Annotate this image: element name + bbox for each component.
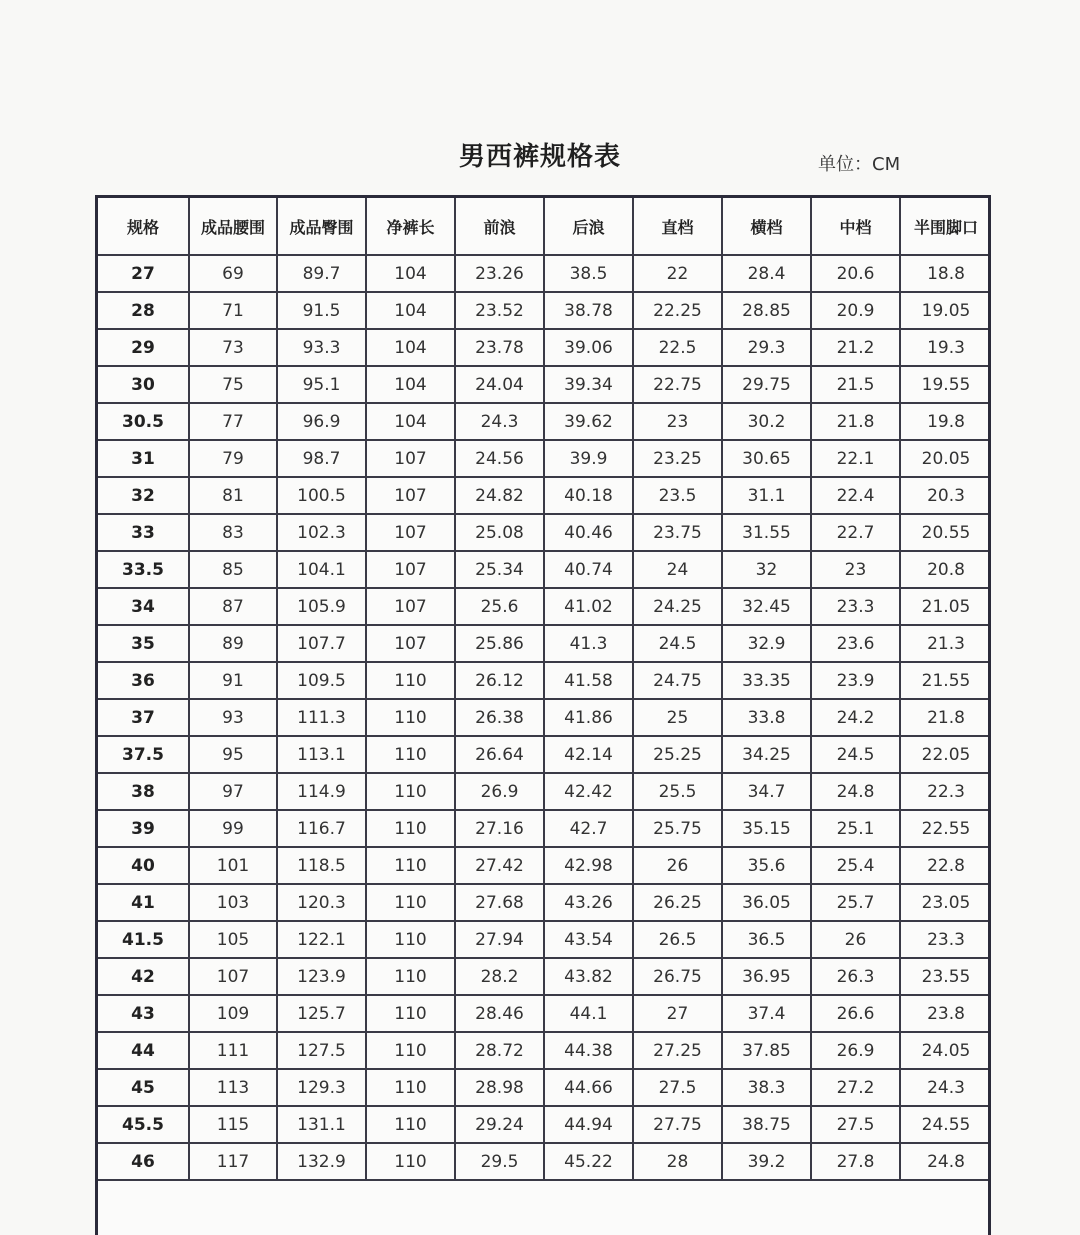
table-cell: 24.56 [455, 440, 544, 477]
table-cell: 100.5 [277, 477, 366, 514]
table-cell: 25.08 [455, 514, 544, 551]
table-cell: 21.8 [900, 699, 991, 736]
table-cell: 99 [189, 810, 277, 847]
table-cell: 22.5 [633, 329, 722, 366]
table-cell: 96.9 [277, 403, 366, 440]
table-cell: 32 [722, 551, 811, 588]
table-cell: 24.5 [633, 625, 722, 662]
table-cell: 23 [811, 551, 900, 588]
table-cell: 125.7 [277, 995, 366, 1032]
table-row [98, 625, 991, 662]
table-cell: 27.42 [455, 847, 544, 884]
table-cell: 32.9 [722, 625, 811, 662]
table-cell: 23.9 [811, 662, 900, 699]
table-cell: 32.45 [722, 588, 811, 625]
table-row [98, 736, 991, 773]
table-cell: 120.3 [277, 884, 366, 921]
table-cell: 110 [366, 958, 455, 995]
table-cell: 28.85 [722, 292, 811, 329]
table-cell: 29.24 [455, 1106, 544, 1143]
column-header: 直档 [633, 198, 722, 255]
table-cell: 24.3 [900, 1069, 991, 1106]
table-cell: 113.1 [277, 736, 366, 773]
table-cell: 25.1 [811, 810, 900, 847]
table-cell: 110 [366, 995, 455, 1032]
table-cell: 22.05 [900, 736, 991, 773]
table-cell: 111.3 [277, 699, 366, 736]
table-header-row [98, 198, 991, 255]
table-cell: 26.5 [633, 921, 722, 958]
table-cell: 40.74 [544, 551, 633, 588]
table-row [98, 699, 991, 736]
column-header: 横档 [722, 198, 811, 255]
table-cell: 107.7 [277, 625, 366, 662]
table-row [98, 921, 991, 958]
table-cell: 26 [811, 921, 900, 958]
size-cell: 28 [98, 292, 189, 329]
table-cell: 122.1 [277, 921, 366, 958]
table-row [98, 810, 991, 847]
table-cell: 18.8 [900, 255, 991, 292]
table-cell: 93 [189, 699, 277, 736]
table-cell: 24.55 [900, 1106, 991, 1143]
table-cell: 24.3 [455, 403, 544, 440]
table-cell: 87 [189, 588, 277, 625]
table-cell: 44.1 [544, 995, 633, 1032]
table-cell: 22 [633, 255, 722, 292]
table-cell: 40.46 [544, 514, 633, 551]
table-cell: 27.5 [633, 1069, 722, 1106]
table-cell: 25.4 [811, 847, 900, 884]
table-cell: 22.1 [811, 440, 900, 477]
table-cell: 71 [189, 292, 277, 329]
table-cell: 24.05 [900, 1032, 991, 1069]
column-header: 净裤长 [366, 198, 455, 255]
table-cell: 81 [189, 477, 277, 514]
table-cell: 19.05 [900, 292, 991, 329]
table-cell: 107 [366, 588, 455, 625]
table-cell: 41.02 [544, 588, 633, 625]
table-cell: 28.2 [455, 958, 544, 995]
table-cell: 20.05 [900, 440, 991, 477]
table-cell: 29.3 [722, 329, 811, 366]
size-cell: 45.5 [98, 1106, 189, 1143]
table-cell: 117 [189, 1143, 277, 1180]
table-row [98, 440, 991, 477]
table-cell: 107 [366, 440, 455, 477]
table-cell: 34.7 [722, 773, 811, 810]
table-row [98, 773, 991, 810]
table-cell: 28.4 [722, 255, 811, 292]
table-cell: 29.5 [455, 1143, 544, 1180]
table-cell: 95.1 [277, 366, 366, 403]
table-cell: 28.46 [455, 995, 544, 1032]
table-cell: 110 [366, 1143, 455, 1180]
table-cell: 98.7 [277, 440, 366, 477]
table-cell: 91.5 [277, 292, 366, 329]
table-cell: 36.05 [722, 884, 811, 921]
table-row [98, 1032, 991, 1069]
table-cell: 110 [366, 1069, 455, 1106]
table-cell: 39.34 [544, 366, 633, 403]
size-cell: 27 [98, 255, 189, 292]
table-cell: 23.3 [900, 921, 991, 958]
table-row [98, 366, 991, 403]
table-cell: 42.98 [544, 847, 633, 884]
table-cell: 27.5 [811, 1106, 900, 1143]
table-cell: 26.38 [455, 699, 544, 736]
page-title: 男西裤规格表 [458, 142, 621, 172]
table-cell: 23.78 [455, 329, 544, 366]
table-cell: 102.3 [277, 514, 366, 551]
table-cell: 77 [189, 403, 277, 440]
table-cell: 26.9 [811, 1032, 900, 1069]
table-cell: 83 [189, 514, 277, 551]
size-cell: 36 [98, 662, 189, 699]
table-cell: 109 [189, 995, 277, 1032]
table-cell: 110 [366, 699, 455, 736]
table-cell: 25.5 [633, 773, 722, 810]
table-cell: 123.9 [277, 958, 366, 995]
table-cell: 38.75 [722, 1106, 811, 1143]
table-cell: 114.9 [277, 773, 366, 810]
table-cell: 38.5 [544, 255, 633, 292]
table-cell: 45.22 [544, 1143, 633, 1180]
table-cell: 89 [189, 625, 277, 662]
table-cell: 23.6 [811, 625, 900, 662]
table-cell: 27.8 [811, 1143, 900, 1180]
unit-label: 单位：CM [818, 154, 901, 175]
table-cell: 35.15 [722, 810, 811, 847]
table-cell: 107 [366, 477, 455, 514]
size-cell: 42 [98, 958, 189, 995]
table-cell: 97 [189, 773, 277, 810]
table-cell: 23.25 [633, 440, 722, 477]
table-cell: 41.86 [544, 699, 633, 736]
table-cell: 23.75 [633, 514, 722, 551]
table-cell: 115 [189, 1106, 277, 1143]
table-cell: 28 [633, 1143, 722, 1180]
table-cell: 43.26 [544, 884, 633, 921]
table-cell: 23.52 [455, 292, 544, 329]
table-cell: 25.25 [633, 736, 722, 773]
table-cell: 38.78 [544, 292, 633, 329]
table-cell: 20.9 [811, 292, 900, 329]
table-cell: 25.86 [455, 625, 544, 662]
table-row [98, 995, 991, 1032]
table-cell: 73 [189, 329, 277, 366]
table-cell: 110 [366, 736, 455, 773]
table-cell: 107 [366, 514, 455, 551]
table-cell: 22.8 [900, 847, 991, 884]
table-cell: 26.12 [455, 662, 544, 699]
table-cell: 25.6 [455, 588, 544, 625]
size-cell: 30 [98, 366, 189, 403]
table-cell: 26.6 [811, 995, 900, 1032]
table-cell: 37.85 [722, 1032, 811, 1069]
table-cell: 104 [366, 292, 455, 329]
table-cell: 23.26 [455, 255, 544, 292]
table-cell: 26 [633, 847, 722, 884]
table-cell: 29.75 [722, 366, 811, 403]
table-cell: 109.5 [277, 662, 366, 699]
table-cell: 20.3 [900, 477, 991, 514]
table-row [98, 588, 991, 625]
table-cell: 104 [366, 366, 455, 403]
table-cell: 110 [366, 810, 455, 847]
table-cell: 89.7 [277, 255, 366, 292]
table-cell: 21.2 [811, 329, 900, 366]
table-row [98, 1069, 991, 1106]
table-cell: 23 [633, 403, 722, 440]
size-cell: 34 [98, 588, 189, 625]
table-cell: 19.8 [900, 403, 991, 440]
table-cell: 42.42 [544, 773, 633, 810]
table-cell: 41.58 [544, 662, 633, 699]
table-cell: 113 [189, 1069, 277, 1106]
table-cell: 20.6 [811, 255, 900, 292]
size-cell: 39 [98, 810, 189, 847]
table-cell: 39.9 [544, 440, 633, 477]
table-cell: 116.7 [277, 810, 366, 847]
size-cell: 41 [98, 884, 189, 921]
table-cell: 27.25 [633, 1032, 722, 1069]
table-cell: 28.72 [455, 1032, 544, 1069]
size-cell: 43 [98, 995, 189, 1032]
table-cell: 118.5 [277, 847, 366, 884]
size-cell: 32 [98, 477, 189, 514]
size-cell: 31 [98, 440, 189, 477]
table-cell: 22.3 [900, 773, 991, 810]
size-cell: 44 [98, 1032, 189, 1069]
table-row [98, 551, 991, 588]
table-cell: 26.64 [455, 736, 544, 773]
table-cell: 24.8 [900, 1143, 991, 1180]
table-cell: 21.5 [811, 366, 900, 403]
table-cell: 23.55 [900, 958, 991, 995]
table-cell: 31.55 [722, 514, 811, 551]
table-cell: 104 [366, 255, 455, 292]
size-cell: 33.5 [98, 551, 189, 588]
table-cell: 22.55 [900, 810, 991, 847]
table-cell: 25.34 [455, 551, 544, 588]
size-cell: 37.5 [98, 736, 189, 773]
table-cell: 41.3 [544, 625, 633, 662]
table-row [98, 1106, 991, 1143]
table-cell: 39.06 [544, 329, 633, 366]
table-cell: 24.75 [633, 662, 722, 699]
table-cell: 35.6 [722, 847, 811, 884]
table-cell: 110 [366, 662, 455, 699]
table-cell: 43.54 [544, 921, 633, 958]
size-cell: 33 [98, 514, 189, 551]
table-cell: 105.9 [277, 588, 366, 625]
table-row [98, 1143, 991, 1180]
size-cell: 41.5 [98, 921, 189, 958]
table-cell: 27.2 [811, 1069, 900, 1106]
column-header: 成品腰围 [189, 198, 277, 255]
table-cell: 110 [366, 847, 455, 884]
column-header: 后浪 [544, 198, 633, 255]
column-header: 规格 [98, 198, 189, 255]
table-cell: 127.5 [277, 1032, 366, 1069]
table-cell: 27.94 [455, 921, 544, 958]
column-header: 中档 [811, 198, 900, 255]
table-cell: 21.05 [900, 588, 991, 625]
table-cell: 85 [189, 551, 277, 588]
table-cell: 23.3 [811, 588, 900, 625]
table-cell: 22.75 [633, 366, 722, 403]
table-row [98, 255, 991, 292]
table-cell: 44.94 [544, 1106, 633, 1143]
size-cell: 35 [98, 625, 189, 662]
table-cell: 20.55 [900, 514, 991, 551]
size-cell: 30.5 [98, 403, 189, 440]
table-row [98, 884, 991, 921]
table-cell: 42.7 [544, 810, 633, 847]
table-cell: 129.3 [277, 1069, 366, 1106]
table-row [98, 403, 991, 440]
table-cell: 104 [366, 329, 455, 366]
table-cell: 42.14 [544, 736, 633, 773]
table-cell: 132.9 [277, 1143, 366, 1180]
table-cell: 110 [366, 884, 455, 921]
table-row [98, 477, 991, 514]
table-cell: 23.05 [900, 884, 991, 921]
table-cell: 25 [633, 699, 722, 736]
table-cell: 22.4 [811, 477, 900, 514]
table-cell: 79 [189, 440, 277, 477]
table-cell: 110 [366, 773, 455, 810]
table-row [98, 329, 991, 366]
size-cell: 46 [98, 1143, 189, 1180]
table-cell: 21.55 [900, 662, 991, 699]
table-cell: 110 [366, 1106, 455, 1143]
table-cell: 110 [366, 921, 455, 958]
table-cell: 101 [189, 847, 277, 884]
table-cell: 69 [189, 255, 277, 292]
table-cell: 24.5 [811, 736, 900, 773]
table-cell: 104 [366, 403, 455, 440]
table-cell: 33.35 [722, 662, 811, 699]
table-cell: 24.8 [811, 773, 900, 810]
table-cell: 24 [633, 551, 722, 588]
size-cell: 38 [98, 773, 189, 810]
table-cell: 44.38 [544, 1032, 633, 1069]
table-cell: 26.3 [811, 958, 900, 995]
table-cell: 131.1 [277, 1106, 366, 1143]
table-cell: 33.8 [722, 699, 811, 736]
table-cell: 110 [366, 1032, 455, 1069]
table-cell: 43.82 [544, 958, 633, 995]
column-header: 成品臀围 [277, 198, 366, 255]
table-cell: 104.1 [277, 551, 366, 588]
table-cell: 30.65 [722, 440, 811, 477]
table-cell: 107 [189, 958, 277, 995]
table-cell: 37.4 [722, 995, 811, 1032]
table-row [98, 514, 991, 551]
table-cell: 75 [189, 366, 277, 403]
size-cell: 29 [98, 329, 189, 366]
table-cell: 21.8 [811, 403, 900, 440]
table-row [98, 847, 991, 884]
table-cell: 36.5 [722, 921, 811, 958]
table-cell: 24.2 [811, 699, 900, 736]
column-header: 半围脚口 [900, 198, 991, 255]
table-cell: 19.55 [900, 366, 991, 403]
table-cell: 24.04 [455, 366, 544, 403]
table-cell: 111 [189, 1032, 277, 1069]
table-cell: 26.9 [455, 773, 544, 810]
table-cell: 39.2 [722, 1143, 811, 1180]
table-cell: 105 [189, 921, 277, 958]
table-cell: 21.3 [900, 625, 991, 662]
table-cell: 38.3 [722, 1069, 811, 1106]
table-cell: 27.16 [455, 810, 544, 847]
table-cell: 23.5 [633, 477, 722, 514]
table-cell: 40.18 [544, 477, 633, 514]
table-cell: 25.75 [633, 810, 722, 847]
table-cell: 39.62 [544, 403, 633, 440]
table-row [98, 292, 991, 329]
size-cell: 40 [98, 847, 189, 884]
table-cell: 44.66 [544, 1069, 633, 1106]
table-cell: 22.7 [811, 514, 900, 551]
table-row [98, 958, 991, 995]
table-cell: 28.98 [455, 1069, 544, 1106]
table-cell: 103 [189, 884, 277, 921]
size-cell: 45 [98, 1069, 189, 1106]
table-cell: 107 [366, 625, 455, 662]
table-cell: 26.25 [633, 884, 722, 921]
table-cell: 24.25 [633, 588, 722, 625]
table-cell: 25.7 [811, 884, 900, 921]
table-cell: 24.82 [455, 477, 544, 514]
column-header: 前浪 [455, 198, 544, 255]
table-cell: 36.95 [722, 958, 811, 995]
table-cell: 95 [189, 736, 277, 773]
table-cell: 30.2 [722, 403, 811, 440]
table-cell: 19.3 [900, 329, 991, 366]
table-cell: 27.75 [633, 1106, 722, 1143]
table-cell: 27 [633, 995, 722, 1032]
size-cell: 37 [98, 699, 189, 736]
table-cell: 93.3 [277, 329, 366, 366]
size-table [98, 198, 991, 1181]
table-cell: 20.8 [900, 551, 991, 588]
table-cell: 34.25 [722, 736, 811, 773]
table-cell: 31.1 [722, 477, 811, 514]
size-table-container [95, 195, 991, 1235]
table-cell: 22.25 [633, 292, 722, 329]
table-cell: 26.75 [633, 958, 722, 995]
table-cell: 91 [189, 662, 277, 699]
table-cell: 107 [366, 551, 455, 588]
table-cell: 27.68 [455, 884, 544, 921]
table-body [98, 255, 991, 1180]
table-row [98, 662, 991, 699]
table-cell: 23.8 [900, 995, 991, 1032]
